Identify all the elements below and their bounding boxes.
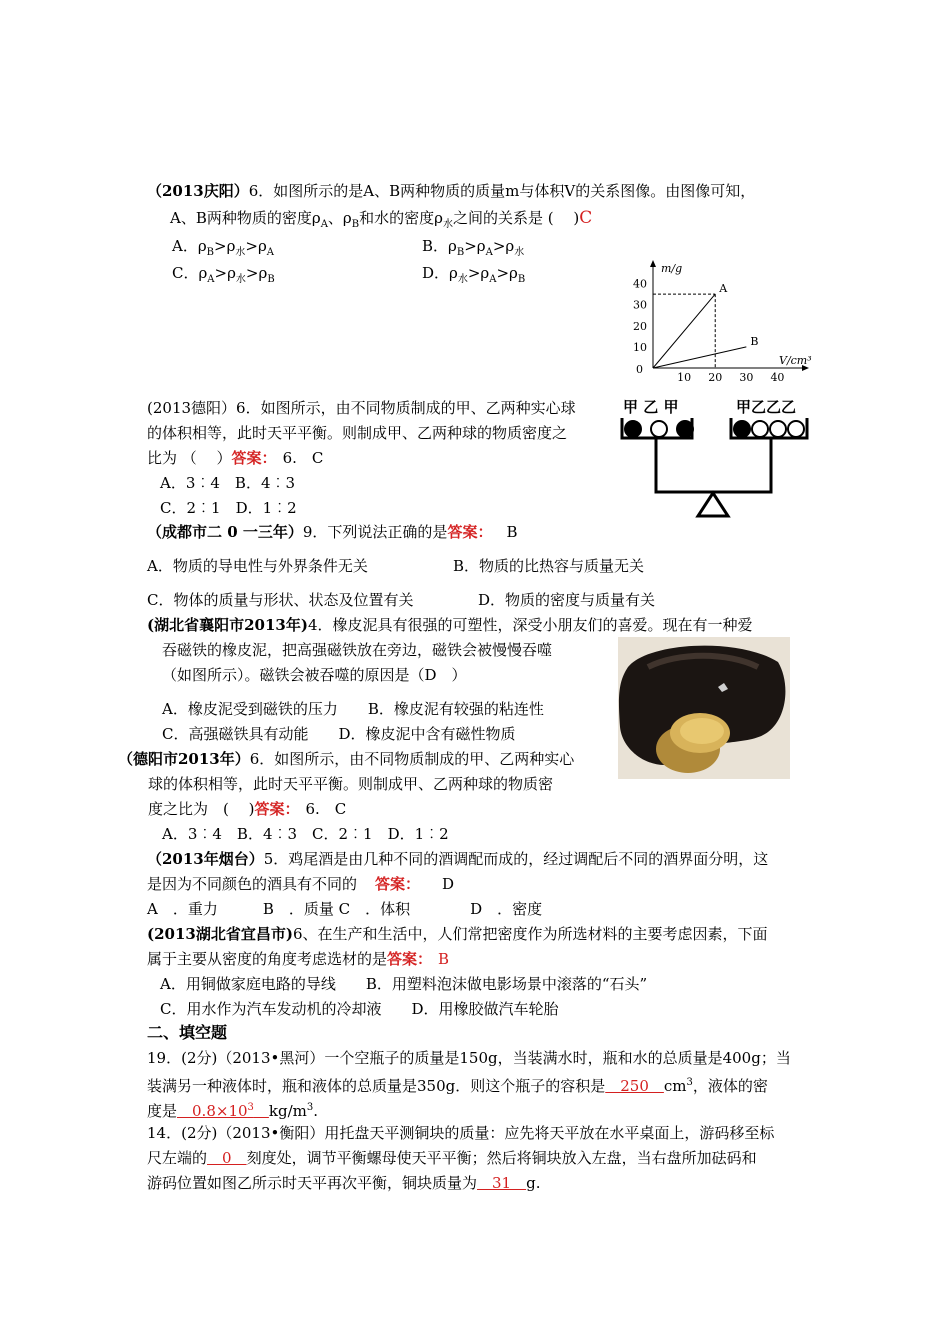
q4-options-2: C．高强磁铁具有动能 D．橡皮泥中含有磁性物质 (162, 725, 516, 743)
x-tick-label: 30 (739, 371, 754, 383)
q9-line1: 14．(2分)（2013•衡阳）用托盘天平测铜块的质量：应先将天平放在水平桌面上，游码移至标 (147, 1124, 775, 1142)
q7-answer: B (438, 950, 450, 968)
series-label-a: A (719, 282, 728, 296)
q4-line1: (湖北省襄阳市2013年)4．橡皮泥具有很强的可塑性，深受小朋友们的喜爱。现在有一种爱 (147, 616, 753, 634)
q8-line2: 装满另一种液体时，瓶和液体的总质量是350g．则这个瓶子的容积是 250 $cm^3$，液体的密 (147, 1077, 768, 1095)
q8-blank-density: $0.8\times 10^3$ (177, 1102, 254, 1120)
q3-option-a: A．物质的导电性与外界条件无关 (147, 557, 368, 575)
series-line-b (653, 347, 746, 368)
right-ball-filled (734, 421, 750, 437)
q3-option-c: C．物体的质量与形状、状态及位置有关 (147, 591, 414, 609)
q2-line2: 的体积相等，此时天平平衡。则制成甲、乙两种球的物质密度之 (147, 424, 568, 442)
q7-line2: 属于主要从密度的角度考虑选材的是答案： B (147, 950, 450, 968)
putty-magnet-photo (618, 637, 790, 779)
y-tick-label: 30 (633, 298, 647, 312)
q5-answer: 6. C (305, 800, 347, 818)
q1-option-c: C．$\rho_A>\rho_水>\rho_B$ (172, 264, 275, 285)
balance-beam (656, 438, 771, 492)
q1-option-a: A．$\rho_B>\rho_水>\rho_A$ (172, 237, 275, 258)
right-ball-hollow (752, 421, 768, 437)
q5-options: A．3︰4 B．4︰3 C．2︰1 D．1︰2 (162, 825, 449, 843)
q5-line1: （德阳市2013年）6．如图所示，由不同物质制成的甲、乙两种实心 (118, 750, 575, 768)
y-tick-label: 20 (633, 319, 647, 333)
q4-line2: 吞磁铁的橡皮泥，把高强磁铁放在旁边，磁铁会被慢慢吞噬 (162, 641, 553, 659)
right-ball-hollow (770, 421, 786, 437)
left-ball-filled (677, 421, 693, 437)
putty-magnet-illustration (618, 637, 790, 779)
q1-line2: A、B两种物质的密度$\rho_A$、$\rho_B$和水的密度$\rho_水$之间的关系是 ( )C (170, 208, 593, 230)
q4-line3: （如图所示）。磁铁会被吞噬的原因是（D ） (162, 666, 467, 684)
q3-line1: （成都市二 0 一三年）9．下列说法正确的是答案： B (147, 523, 518, 541)
series-line-a (653, 294, 715, 368)
q6-line2: 是因为不同颜色的酒具有不同的 答案： D (147, 875, 455, 893)
y-tick-label: 10 (633, 340, 647, 354)
q9-blank-zero: 0 (207, 1149, 247, 1167)
q8-blank-volume: 250 (605, 1077, 664, 1095)
q2-options-1: A．3︰4 B．4︰3 (160, 474, 296, 492)
fulcrum (698, 493, 728, 516)
q6-line1: （2013年烟台）5．鸡尾酒是由几种不同的酒调配而成的，经过调配后不同的酒界面分明，这 (147, 850, 769, 868)
series-label-b: B (750, 334, 759, 348)
q9-line3: 游码位置如图乙所示时天平再次平衡，铜块质量为 31 g. (147, 1174, 541, 1192)
x-tick-label: 40 (770, 371, 785, 383)
q7-line1: (2013湖北省宜昌市)6、在生产和生活中，人们常把密度作为所选材料的主要考虑因素，下面 (147, 925, 768, 943)
q6-options: A ．重力 B ．质量 C ．体积 D ．密度 (147, 900, 543, 918)
q4-source: (湖北省襄阳市2013年) (147, 616, 308, 634)
q3-answer: B (506, 523, 518, 541)
q1-option-d: D．$\rho_水>\rho_A>\rho_B$ (422, 264, 526, 285)
q2-options-2: C．2︰1 D．1︰2 (160, 499, 297, 517)
q5-line2: 球的体积相等，此时天平平衡。则制成甲、乙两种球的物质密 (148, 775, 554, 793)
q8-line3: 度是 $0.8\times 10^3$ $kg/m^3$. (147, 1102, 319, 1120)
x-tick-label: 20 (708, 371, 723, 383)
left-pan-labels: 甲 乙 甲 (623, 398, 679, 416)
right-ball-hollow (788, 421, 804, 437)
q1-source: （2013庆阳） (147, 182, 249, 200)
q3-option-b: B．物质的比热容与质量无关 (453, 557, 645, 575)
y-axis-label: m/g (661, 262, 683, 275)
right-pan-labels: 甲乙乙乙 (736, 398, 797, 416)
left-ball-hollow (651, 421, 667, 437)
q7-options-2: C．用水作为汽车发动机的冷却液 D．用橡胶做汽车轮胎 (160, 1000, 559, 1018)
q9-line2: 尺左端的 0 刻度处，调节平衡螺母使天平平衡；然后将铜块放入左盘，当右盘所加砝码和 (147, 1149, 757, 1167)
q6-answer: D (442, 875, 455, 893)
q2-line1: (2013德阳）6．如图所示，由不同物质制成的甲、乙两种实心球 (147, 399, 576, 417)
q5-source: （德阳市2013年） (118, 750, 250, 768)
q5-line3: 度之比为 ( )答案： 6. C (148, 800, 347, 818)
mass-volume-chart (625, 258, 825, 383)
origin-label: 0 (636, 363, 643, 376)
q7-source: (2013湖北省宜昌市) (147, 925, 293, 943)
q3-source: （成都市二 0 一三年） (147, 523, 303, 541)
q4-options-1: A．橡皮泥受到磁铁的压力 B．橡皮泥有较强的粘连性 (162, 700, 544, 718)
q3-option-d: D．物质的密度与质量有关 (478, 591, 656, 609)
q7-options-1: A．用铜做家庭电路的导线 B．用塑料泡沫做电影场景中滚落的“石头” (160, 975, 648, 993)
balance-diagram (618, 394, 813, 522)
q2-line3: 比为 （ ）答案： 6. C (147, 449, 324, 467)
q2-answer: 6. C (282, 449, 324, 467)
left-ball-filled (625, 421, 641, 437)
y-axis-arrow (650, 260, 656, 267)
x-axis-label: V/cm³ (779, 354, 812, 367)
q1-answer: C (579, 208, 593, 228)
section-title: 二、填空题 (147, 1023, 228, 1042)
q6-source: （2013年烟台） (147, 850, 264, 868)
q1-option-b: B．$\rho_B>\rho_A>\rho_水$ (422, 237, 525, 258)
q8-line1: 19．(2分)（2013•黑河）一个空瓶子的质量是150g，当装满水时，瓶和水的总质量是400g；当 (147, 1049, 791, 1067)
x-tick-label: 10 (677, 371, 692, 383)
q1-line1: （2013庆阳）6．如图所示的是A、B两种物质的质量m与体积V的关系图像。由图像可知， (147, 182, 756, 200)
y-tick-label: 40 (633, 277, 647, 291)
q9-blank-mass: 31 (477, 1174, 527, 1192)
q2-source: (2013德阳） (147, 399, 237, 417)
